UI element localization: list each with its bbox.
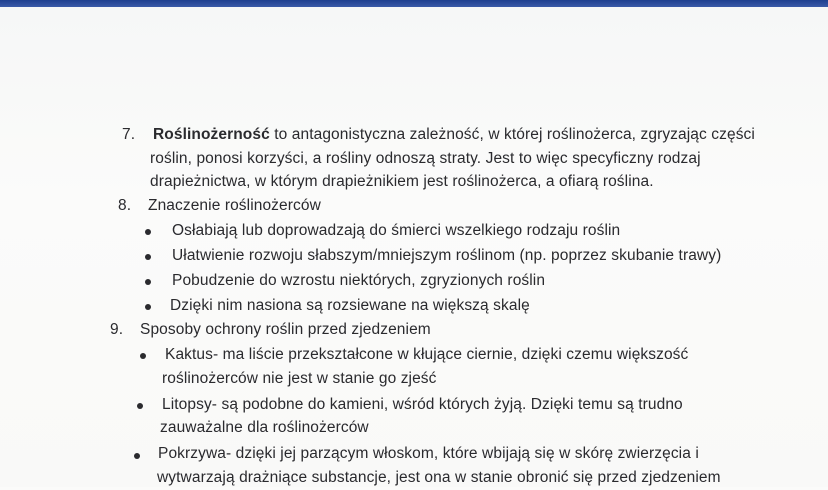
item-number: 7. [122,126,136,143]
page-top-edge [0,0,828,7]
item-number: 8. [118,197,132,214]
bullet-icon [134,453,140,459]
section-title: Znaczenie roślinożerców [148,197,321,214]
definition-line: drapieżnictwa, w którym drapieżnikiem jest roślinożerca, a ofiarą roślina. [150,173,654,190]
bullet-icon [145,304,151,310]
bullet-icon [145,229,151,235]
bullet-icon [145,254,151,260]
bullet-icon [137,403,143,409]
definition-term: Roślinożerność [153,126,270,143]
bullet-text: Pobudzenie do wzrostu niektórych, zgryzionych roślin [172,272,546,289]
section-title: Sposoby ochrony roślin przed zjedzeniem [140,321,431,338]
bullet-text-continued: zauważalne dla roślinożerców [160,419,369,436]
bullet-text-continued: wytwarzają drażniące substancje, jest ona w stanie obronić się przed zjedzeniem [157,469,721,486]
bullet-text: Dzięki nim nasiona są rozsiewane na większą skalę [170,297,530,314]
document-page [0,7,828,487]
bullet-icon [145,279,151,285]
item-first-line [153,123,755,147]
bullet-text-continued: roślinożerców nie jest w stanie go zjeść [162,370,437,387]
bullet-text: Osłabiają lub doprowadzają do śmierci wszelkiego rodzaju roślin [172,222,621,239]
bullet-text: Pokrzywa- dzięki jej parzącym włoskom, które wbijają się w skórę zwierzęcia i [158,445,699,462]
bullet-text: Kaktus- ma liście przekształcone w kłujące ciernie, dzięki czemu większość [165,346,689,363]
item-number: 9. [110,321,124,338]
definition-line: roślin, ponosi korzyści, a rośliny odnoszą straty. Jest to więc specyficzny rodzaj [150,150,701,167]
bullet-icon [140,353,146,359]
bullet-text: Ułatwienie rozwoju słabszym/mniejszym roślinom (np. poprzez skubanie trawy) [172,247,722,264]
definition-text: to antagonistyczna zależność, w której roślinożerca, zgryzając części [269,126,755,143]
bullet-text: Litopsy- są podobne do kamieni, wśród których żyją. Dzięki temu są trudno [162,396,683,413]
